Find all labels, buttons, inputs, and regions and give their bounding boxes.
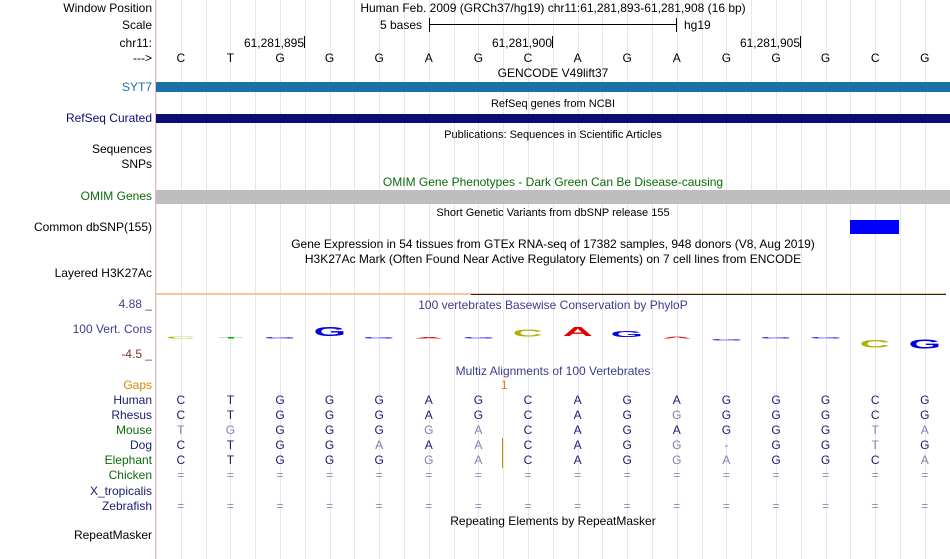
alignment-base: T bbox=[177, 423, 185, 437]
alignment-base: G bbox=[820, 408, 831, 422]
alignment-base: G bbox=[324, 438, 335, 452]
window-position-text: Human Feb. 2009 (GRCh37/hg19) chr11:61,281,893-61,281,908 (16 bp) bbox=[360, 1, 746, 15]
track-label-syt7[interactable]: SYT7 bbox=[121, 80, 152, 94]
alignment-base: G bbox=[424, 453, 434, 467]
alignment-base: G bbox=[275, 393, 285, 407]
alignment-base: = bbox=[326, 468, 334, 482]
alignment-base: G bbox=[622, 423, 632, 437]
alignment-base: G bbox=[324, 393, 335, 407]
alignment-base: A bbox=[424, 408, 433, 422]
track-label-repeatmasker[interactable]: RepeatMasker bbox=[73, 528, 152, 542]
alignment-base: G bbox=[920, 408, 930, 422]
alignment-base: C bbox=[870, 453, 880, 467]
dbsnp-variant-block[interactable] bbox=[850, 220, 899, 234]
phylop-letter: C bbox=[512, 328, 544, 339]
alignment-base: = bbox=[177, 468, 185, 482]
reference-base: A bbox=[573, 51, 582, 65]
reference-base: G bbox=[721, 51, 732, 65]
alignment-base: = bbox=[177, 499, 185, 513]
repeatmasker-title: Repeating Elements by RepeatMasker bbox=[450, 514, 656, 528]
reference-base: A bbox=[424, 51, 433, 65]
track-area[interactable] bbox=[156, 0, 950, 559]
alignment-base: = bbox=[474, 499, 482, 513]
alignment-base: C bbox=[523, 438, 533, 452]
reference-base: G bbox=[473, 51, 484, 65]
scale-tick-right bbox=[676, 18, 677, 32]
phylop-letter: C bbox=[860, 339, 891, 351]
phylop-max-label: 4.88 _ bbox=[118, 297, 152, 311]
reference-base: A bbox=[672, 51, 681, 65]
phylop-letter: G bbox=[908, 339, 941, 352]
alignment-base: C bbox=[523, 408, 533, 422]
alignment-base: G bbox=[622, 393, 632, 407]
alignment-base: A bbox=[573, 423, 582, 437]
alignment-base: T bbox=[226, 438, 235, 452]
alignment-base: T bbox=[871, 438, 879, 452]
alignment-base: G bbox=[721, 393, 732, 407]
refseq-gene-bar[interactable] bbox=[156, 114, 950, 123]
alignment-base: T bbox=[226, 393, 235, 407]
alignment-base: G bbox=[771, 393, 781, 407]
alignment-base: = bbox=[326, 499, 334, 513]
alignment-base: G bbox=[672, 408, 682, 422]
track-label-cons[interactable]: 100 Vert. Cons bbox=[72, 322, 152, 336]
alignment-base: A bbox=[573, 438, 582, 452]
phylop-min-label: -4.5 _ bbox=[121, 347, 152, 361]
alignment-base: A bbox=[573, 393, 582, 407]
reference-base: G bbox=[275, 51, 285, 65]
phylop-title: 100 vertebrates Basewise Conservation by PhyloP bbox=[418, 298, 688, 312]
alignment-base: = bbox=[871, 499, 879, 513]
phylop-letter: A bbox=[661, 336, 692, 339]
track-label-snps[interactable]: SNPs bbox=[121, 157, 152, 171]
alignment-base: C bbox=[176, 393, 186, 407]
alignment-base: G bbox=[225, 423, 236, 437]
alignment-base: G bbox=[820, 438, 831, 452]
alignment-base: = bbox=[574, 468, 582, 482]
h3k27ac-title: H3K27Ac Mark (Often Found Near Active Regulatory Elements) on 7 cell lines from ENCODE bbox=[304, 252, 802, 266]
species-label[interactable]: Dog bbox=[129, 438, 152, 452]
coord-label-2: 61,281,900 bbox=[491, 36, 552, 50]
alignment-base: = bbox=[822, 468, 830, 482]
alignment-base: T bbox=[871, 423, 879, 437]
alignment-base: A bbox=[474, 438, 483, 452]
coord-label-3: 61,281,905 bbox=[739, 36, 800, 50]
gap-insert-line bbox=[502, 438, 503, 468]
alignment-base: A bbox=[474, 423, 483, 437]
alignment-base: = bbox=[822, 499, 830, 513]
alignment-base: = bbox=[425, 468, 433, 482]
track-label-sequences[interactable]: Sequences bbox=[91, 142, 152, 156]
alignment-base: T bbox=[226, 453, 235, 467]
alignment-base: A bbox=[424, 393, 433, 407]
scale-tick-left bbox=[429, 18, 430, 32]
phylop-letter: G bbox=[610, 331, 644, 339]
strand-label: ---> bbox=[133, 51, 152, 65]
alignment-base: G bbox=[275, 438, 285, 452]
phylop-letter: G bbox=[462, 337, 495, 339]
alignment-base: C bbox=[176, 438, 186, 452]
chrom-label: chr11: bbox=[119, 36, 152, 50]
alignment-base: C bbox=[523, 393, 533, 407]
alignment-base: = bbox=[524, 468, 532, 482]
alignment-base: G bbox=[721, 408, 732, 422]
alignment-base: = bbox=[722, 499, 730, 513]
alignment-base: G bbox=[374, 423, 384, 437]
alignment-base: = bbox=[375, 468, 383, 482]
omim-gene-bar[interactable] bbox=[156, 190, 950, 204]
phylop-letter: A bbox=[562, 326, 593, 339]
alignment-base: = bbox=[772, 468, 780, 482]
alignment-base: G bbox=[721, 423, 732, 437]
omim-title: OMIM Gene Phenotypes - Dark Green Can Be Disease-causing bbox=[382, 175, 724, 189]
alignment-base: G bbox=[275, 423, 285, 437]
scale-text: 5 bases bbox=[380, 18, 423, 32]
reference-base: G bbox=[324, 51, 335, 65]
coord-label-1: 61,281,895 bbox=[243, 36, 304, 50]
phylop-letter: A bbox=[413, 337, 444, 339]
scale-label: Scale bbox=[121, 18, 152, 32]
track-label-dbsnp[interactable]: Common dbSNP(155) bbox=[33, 220, 152, 234]
alignment-base: G bbox=[672, 453, 682, 467]
reference-base: C bbox=[176, 51, 186, 65]
alignment-base: G bbox=[473, 393, 484, 407]
phylop-letter: G bbox=[710, 339, 743, 341]
multiz-title: Multiz Alignments of 100 Vertebrates bbox=[455, 364, 651, 378]
reference-base: T bbox=[226, 51, 235, 65]
alignment-base: G bbox=[771, 453, 781, 467]
alignment-base: = bbox=[574, 499, 582, 513]
alignment-base: C bbox=[870, 408, 880, 422]
alignment-base: = bbox=[226, 468, 234, 482]
alignment-base: A bbox=[573, 453, 582, 467]
alignment-base: = bbox=[772, 499, 780, 513]
coord-tick-2 bbox=[552, 36, 553, 48]
alignment-base: = bbox=[722, 468, 730, 482]
alignment-base: G bbox=[622, 438, 632, 452]
alignment-base: G bbox=[771, 423, 781, 437]
coord-tick-3 bbox=[800, 36, 801, 48]
dbsnp-title: Short Genetic Variants from dbSNP release 155 bbox=[436, 207, 670, 219]
scale-db: hg19 bbox=[684, 18, 711, 32]
track-label-h3k27ac[interactable]: Layered H3K27Ac bbox=[54, 266, 152, 280]
reference-base: C bbox=[870, 51, 880, 65]
alignment-base: G bbox=[672, 438, 682, 452]
species-label[interactable]: Human bbox=[113, 393, 152, 407]
alignment-base: = bbox=[276, 499, 284, 513]
phylop-letter: G bbox=[263, 337, 297, 339]
phylop-letter: G bbox=[313, 326, 346, 339]
alignment-base: C bbox=[523, 423, 533, 437]
alignment-base: G bbox=[771, 438, 781, 452]
alignment-base: C bbox=[523, 453, 533, 467]
alignment-base: = bbox=[673, 499, 681, 513]
alignment-base: C bbox=[176, 408, 186, 422]
alignment-base: = bbox=[921, 468, 929, 482]
alignment-base: = bbox=[673, 468, 681, 482]
alignment-base: = bbox=[425, 499, 433, 513]
reference-base: C bbox=[523, 51, 533, 65]
alignment-base: A bbox=[424, 438, 433, 452]
alignment-base: = bbox=[375, 499, 383, 513]
publications-title: Publications: Sequences in Scientific Articles bbox=[444, 129, 662, 141]
alignment-base: = bbox=[623, 499, 631, 513]
alignment-base: G bbox=[771, 408, 781, 422]
alignment-base: G bbox=[820, 393, 831, 407]
window-position-label: Window Position bbox=[63, 1, 152, 15]
alignment-base: G bbox=[324, 453, 335, 467]
alignment-base: = bbox=[623, 468, 631, 482]
species-label[interactable]: Rhesus bbox=[111, 408, 152, 422]
alignment-base: C bbox=[176, 453, 186, 467]
alignment-base: G bbox=[473, 408, 484, 422]
species-label[interactable]: Mouse bbox=[115, 423, 152, 437]
alignment-base: = bbox=[524, 499, 532, 513]
alignment-base: - bbox=[724, 438, 729, 452]
alignment-base: G bbox=[820, 423, 831, 437]
alignment-base: G bbox=[424, 423, 434, 437]
alignment-base: A bbox=[375, 438, 384, 452]
alignment-base: A bbox=[474, 453, 483, 467]
h3k27ac-baseline bbox=[471, 294, 946, 295]
track-label-refseq[interactable]: RefSeq Curated bbox=[65, 111, 152, 125]
track-label-column bbox=[0, 0, 154, 559]
scale-bar bbox=[429, 24, 676, 25]
species-label[interactable]: X_tropicalis bbox=[89, 484, 152, 498]
alignment-base: G bbox=[324, 423, 335, 437]
alignment-base: T bbox=[226, 408, 235, 422]
alignment-base: G bbox=[622, 408, 632, 422]
alignment-base: = bbox=[871, 468, 879, 482]
reference-base: G bbox=[820, 51, 831, 65]
gtex-title: Gene Expression in 54 tissues from GTEx RNA-seq of 17382 samples, 948 donors (V8, Aug 2019) bbox=[291, 237, 815, 251]
alignment-base: G bbox=[622, 453, 632, 467]
alignment-base: G bbox=[275, 408, 285, 422]
alignment-base: G bbox=[374, 453, 384, 467]
alignment-base: G bbox=[920, 438, 930, 452]
alignment-base: A bbox=[672, 393, 681, 407]
refseq-title: RefSeq genes from NCBI bbox=[490, 98, 616, 110]
alignment-base: = bbox=[276, 468, 284, 482]
alignment-base: G bbox=[374, 393, 384, 407]
alignment-base: A bbox=[672, 423, 681, 437]
alignment-base: A bbox=[920, 453, 929, 467]
reference-base: G bbox=[622, 51, 632, 65]
alignment-base: G bbox=[275, 453, 285, 467]
alignment-base: A bbox=[920, 423, 929, 437]
alignment-base: A bbox=[722, 453, 731, 467]
alignment-base: = bbox=[921, 499, 929, 513]
phylop-letter: G bbox=[362, 337, 396, 339]
reference-base: G bbox=[374, 51, 384, 65]
alignment-base: C bbox=[870, 393, 880, 407]
species-label[interactable]: Zebrafish bbox=[101, 499, 152, 513]
reference-base: G bbox=[920, 51, 930, 65]
coord-tick-1 bbox=[304, 36, 305, 48]
alignment-base: A bbox=[573, 408, 582, 422]
alignment-base: = bbox=[474, 468, 482, 482]
track-label-omim[interactable]: OMIM Genes bbox=[80, 189, 152, 203]
alignment-base: G bbox=[324, 408, 335, 422]
gencode-title: GENCODE V49lift37 bbox=[497, 66, 609, 80]
gap-marker: 1 bbox=[501, 378, 508, 392]
track-label-gaps[interactable]: Gaps bbox=[123, 378, 152, 392]
phylop-letter: T bbox=[217, 337, 244, 339]
species-label[interactable]: Elephant bbox=[104, 453, 152, 467]
alignment-base: G bbox=[374, 408, 384, 422]
alignment-base: G bbox=[920, 393, 930, 407]
species-label[interactable]: Chicken bbox=[108, 468, 152, 482]
alignment-base: = bbox=[226, 499, 234, 513]
alignment-base: G bbox=[820, 453, 831, 467]
syt7-gene-bar[interactable] bbox=[156, 82, 950, 92]
phylop-letter: C bbox=[165, 336, 196, 339]
phylop-letter: G bbox=[809, 337, 842, 339]
phylop-letter: G bbox=[759, 337, 793, 339]
reference-base: G bbox=[771, 51, 781, 65]
